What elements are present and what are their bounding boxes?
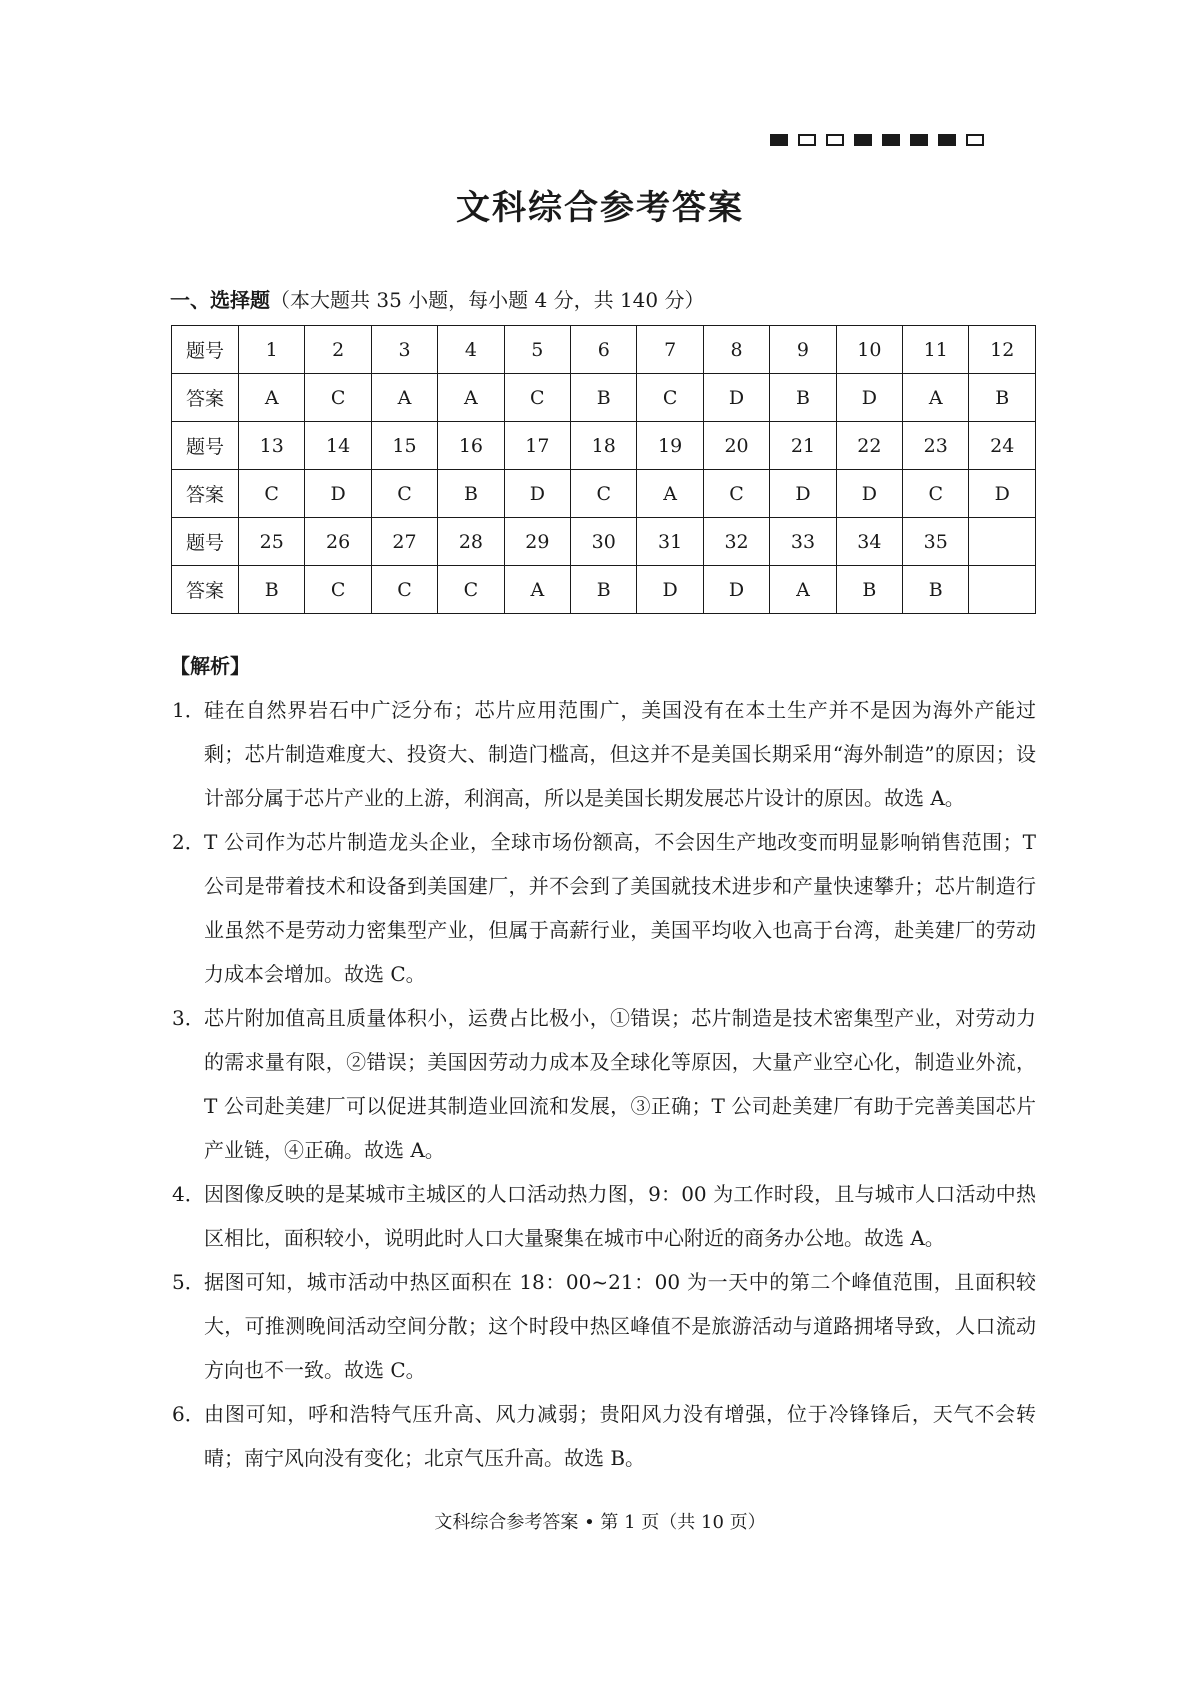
analysis-item-number: 4． — [172, 1182, 205, 1206]
answer-cell: D — [305, 470, 371, 518]
answer-cell: D — [836, 374, 902, 422]
answer-label: 答案 — [172, 374, 239, 422]
answer-cell: C — [305, 374, 371, 422]
question-number-cell: 21 — [770, 422, 836, 470]
question-number-cell: 17 — [504, 422, 570, 470]
question-number-cell: 7 — [637, 326, 703, 374]
answer-cell: B — [571, 566, 637, 614]
question-number-cell: 20 — [703, 422, 769, 470]
answer-cell: C — [903, 470, 969, 518]
question-number-cell: 3 — [371, 326, 437, 374]
question-number-cell: 11 — [903, 326, 969, 374]
analysis-item-text: 因图像反映的是某城市主城区的人口活动热力图，9：00 为工作时段，且与城市人口活动中热区相比，面积较小，说明此时人口大量聚集在城市中心附近的商务办公地。故选 A。 — [204, 1182, 1036, 1250]
question-number-cell: 31 — [637, 518, 703, 566]
question-number-cell: 12 — [969, 326, 1036, 374]
question-number-label: 题号 — [172, 518, 239, 566]
question-number-label: 题号 — [172, 326, 239, 374]
question-number-cell: 24 — [969, 422, 1036, 470]
question-number-cell: 25 — [239, 518, 305, 566]
answer-cell: A — [637, 470, 703, 518]
analysis-item-text: 由图可知，呼和浩特气压升高、风力减弱；贵阳风力没有增强，位于冷锋锋后，天气不会转晴；南宁风向没有变化；北京气压升高。故选 B。 — [204, 1402, 1036, 1470]
analysis-item-number: 6． — [172, 1402, 205, 1426]
question-number-cell: 29 — [504, 518, 570, 566]
analysis-item — [170, 688, 1036, 820]
answer-cell: B — [438, 470, 504, 518]
answer-cell: D — [836, 470, 902, 518]
answer-cell: D — [504, 470, 570, 518]
answer-row — [172, 566, 1036, 614]
question-number-cell: 1 — [239, 326, 305, 374]
analysis-item — [170, 1392, 1036, 1480]
page-footer: 文科综合参考答案 • 第 1 页（共 10 页） — [434, 1512, 766, 1533]
answer-cell: B — [903, 566, 969, 614]
answer-cell: D — [703, 566, 769, 614]
question-number-cell: 6 — [571, 326, 637, 374]
analysis-item — [170, 1172, 1036, 1260]
question-number-row — [172, 518, 1036, 566]
answer-cell: B — [836, 566, 902, 614]
empty-square-mark — [966, 134, 984, 146]
answer-table — [171, 325, 1036, 614]
question-number-row — [172, 422, 1036, 470]
empty-square-mark — [798, 134, 816, 146]
analysis-list — [170, 688, 1036, 1480]
question-number-cell: 34 — [836, 518, 902, 566]
filled-square-mark — [854, 134, 872, 146]
question-number-cell: 18 — [571, 422, 637, 470]
filled-square-mark — [882, 134, 900, 146]
question-number-cell: 8 — [703, 326, 769, 374]
question-number-cell: 33 — [770, 518, 836, 566]
answer-cell: C — [703, 470, 769, 518]
answer-cell: D — [703, 374, 769, 422]
question-number-cell: 35 — [903, 518, 969, 566]
answer-cell: D — [770, 470, 836, 518]
answer-cell: D — [637, 566, 703, 614]
analysis-item — [170, 820, 1036, 996]
analysis-item-text: T 公司作为芯片制造龙头企业，全球市场份额高，不会因生产地改变而明显影响销售范围；T 公司是带着技术和设备到美国建厂，并不会到了美国就技术进步和产量快速攀升；芯片制造行业虽然不是劳动力密集型产业，但属于高薪行业，美国平均收入也高于台湾，赴美建厂的劳动力成本会增加。故选 C。 — [204, 830, 1036, 986]
question-number-cell — [969, 518, 1036, 566]
analysis-item-number: 2． — [172, 830, 205, 854]
question-number-cell: 23 — [903, 422, 969, 470]
analysis-item-text: 芯片附加值高且质量体积小，运费占比极小，①错误；芯片制造是技术密集型产业，对劳动力的需求量有限，②错误；美国因劳动力成本及全球化等原因，大量产业空心化，制造业外流，T 公司赴美建厂可以促进其制造业回流和发展，③正确；T 公司赴美建厂有助于完善美国芯片产业链，④正确。故选 A。 — [204, 1006, 1036, 1162]
question-number-cell: 2 — [305, 326, 371, 374]
answer-cell: C — [637, 374, 703, 422]
answer-cell: C — [371, 470, 437, 518]
answer-cell: B — [770, 374, 836, 422]
answer-cell: A — [438, 374, 504, 422]
question-number-cell: 15 — [371, 422, 437, 470]
answer-cell: A — [239, 374, 305, 422]
section-note: （本大题共 35 小题，每小题 4 分，共 140 分） — [270, 288, 705, 312]
answer-cell: B — [571, 374, 637, 422]
question-number-label: 题号 — [172, 422, 239, 470]
analysis-item-text: 据图可知，城市活动中热区面积在 18：00~21：00 为一天中的第二个峰值范围，且面积较大，可推测晚间活动空间分散；这个时段中热区峰值不是旅游活动与道路拥堵导致，人口流动方向也不一致。故选 C。 — [204, 1270, 1036, 1382]
question-number-cell: 32 — [703, 518, 769, 566]
answer-cell: C — [504, 374, 570, 422]
answer-cell: C — [371, 566, 437, 614]
answer-cell — [969, 566, 1036, 614]
analysis-heading: 【解析】 — [170, 654, 250, 678]
question-number-cell: 14 — [305, 422, 371, 470]
question-number-cell: 13 — [239, 422, 305, 470]
analysis-item — [170, 1260, 1036, 1392]
question-number-row — [172, 326, 1036, 374]
section-label: 一、选择题 — [170, 288, 270, 312]
answer-cell: C — [305, 566, 371, 614]
header-marks — [770, 134, 984, 146]
answer-label: 答案 — [172, 470, 239, 518]
answer-label: 答案 — [172, 566, 239, 614]
answer-cell: B — [239, 566, 305, 614]
analysis-item — [170, 996, 1036, 1172]
answer-cell: D — [969, 470, 1036, 518]
analysis-item-number: 5． — [172, 1270, 205, 1294]
answer-cell: A — [504, 566, 570, 614]
filled-square-mark — [910, 134, 928, 146]
question-number-cell: 5 — [504, 326, 570, 374]
question-number-cell: 10 — [836, 326, 902, 374]
filled-square-mark — [938, 134, 956, 146]
section-heading — [170, 284, 705, 313]
answer-cell: A — [770, 566, 836, 614]
empty-square-mark — [826, 134, 844, 146]
answer-cell: C — [239, 470, 305, 518]
question-number-cell: 28 — [438, 518, 504, 566]
page-title: 文科综合参考答案 — [456, 188, 744, 228]
analysis-item-number: 1． — [172, 698, 205, 722]
question-number-cell: 9 — [770, 326, 836, 374]
answer-cell: A — [371, 374, 437, 422]
analysis-item-number: 3． — [172, 1006, 205, 1030]
answer-cell: A — [903, 374, 969, 422]
answer-cell: C — [438, 566, 504, 614]
question-number-cell: 30 — [571, 518, 637, 566]
filled-square-mark — [770, 134, 788, 146]
question-number-cell: 26 — [305, 518, 371, 566]
question-number-cell: 19 — [637, 422, 703, 470]
answer-row — [172, 374, 1036, 422]
answer-cell: C — [571, 470, 637, 518]
question-number-cell: 22 — [836, 422, 902, 470]
analysis-item-text: 硅在自然界岩石中广泛分布；芯片应用范围广，美国没有在本土生产并不是因为海外产能过剩；芯片制造难度大、投资大、制造门槛高，但这并不是美国长期采用“海外制造”的原因；设计部分属于芯片产业的上游，利润高，所以是美国长期发展芯片设计的原因。故选 A。 — [204, 698, 1036, 810]
question-number-cell: 16 — [438, 422, 504, 470]
question-number-cell: 4 — [438, 326, 504, 374]
question-number-cell: 27 — [371, 518, 437, 566]
answer-cell: B — [969, 374, 1036, 422]
answer-row — [172, 470, 1036, 518]
